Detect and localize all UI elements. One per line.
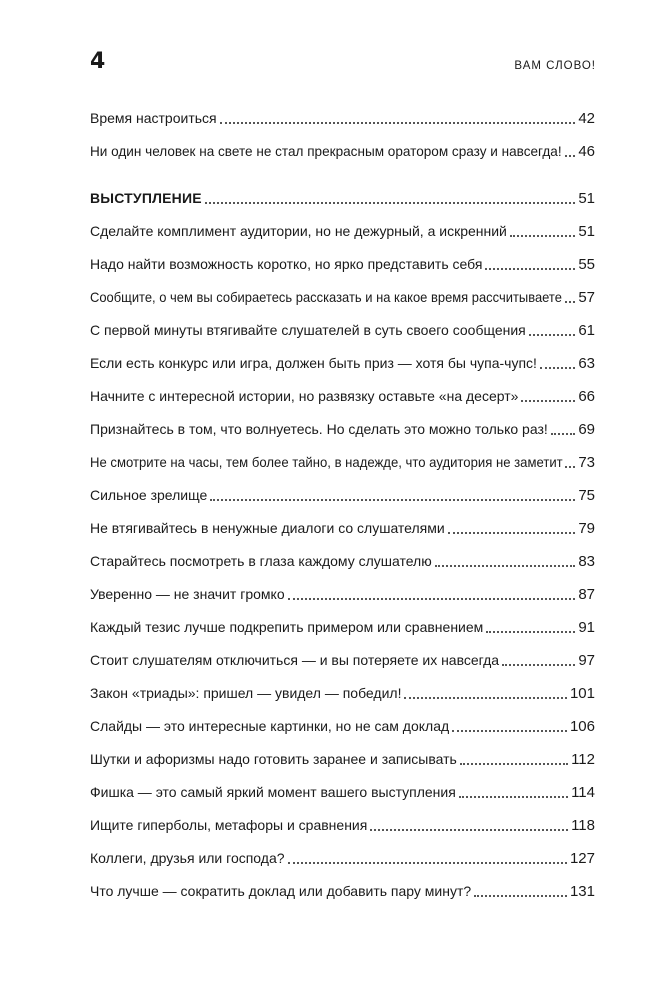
toc-entry-title: Сильное зрелище	[90, 487, 208, 503]
toc-page-number: 91	[578, 619, 595, 636]
toc-row	[90, 482, 595, 508]
toc-dot-leader	[565, 301, 575, 303]
toc-page-number: 118	[571, 817, 595, 834]
toc-row	[90, 138, 595, 164]
toc-dot-leader	[521, 400, 575, 402]
toc-row	[90, 284, 595, 310]
running-head: ВАМ СЛОВО!	[514, 60, 596, 72]
toc-row	[90, 105, 595, 131]
toc-dot-leader	[210, 499, 575, 501]
toc-entry-title: Шутки и афоризмы надо готовить заранее и записывать	[90, 751, 457, 767]
toc-dot-leader	[460, 763, 568, 765]
toc-page-number: 131	[569, 883, 595, 900]
toc-row	[90, 680, 595, 706]
toc-row	[90, 251, 595, 277]
toc-entry-title: Стоит слушателям отключиться — и вы потеряете их навсегда	[90, 652, 500, 668]
toc-dot-leader	[370, 829, 568, 831]
toc-dot-leader	[540, 367, 575, 369]
toc-entry-title: Признайтесь в том, что волнуетесь. Но сделать это можно только раз!	[90, 421, 548, 437]
toc-entry-title: Не смотрите на часы, тем более тайно, в надежде, что аудитория не заметит	[90, 454, 563, 470]
toc-row	[90, 383, 595, 409]
toc-row	[90, 416, 595, 442]
toc-section-title: ВЫСТУПЛЕНИЕ	[90, 190, 202, 206]
toc-page-number: 106	[569, 718, 595, 735]
toc-page-number: 51	[578, 223, 595, 240]
toc-entry-title: Слайды — это интересные картинки, но не сам доклад	[90, 718, 450, 734]
toc-page-number: 57	[578, 289, 595, 306]
toc-row	[90, 614, 595, 640]
toc-dot-leader	[529, 334, 576, 336]
toc-row	[90, 581, 595, 607]
toc-entry-title: Ни один человек на свете не стал прекрасным оратором сразу и навсегда!	[90, 143, 562, 159]
toc-row	[90, 779, 595, 805]
toc-entry-title: Что лучше — сократить доклад или добавить пару минут?	[90, 883, 472, 899]
toc-page-number: 83	[578, 553, 595, 570]
toc-row	[90, 449, 595, 475]
toc-page-number: 46	[578, 143, 595, 160]
toc-dot-leader	[220, 122, 576, 124]
toc-row	[90, 746, 595, 772]
toc-entry-title: Надо найти возможность коротко, но ярко представить себя	[90, 256, 483, 272]
toc-page-number: 87	[578, 586, 595, 603]
toc-entry-title: Уверенно — не значит громко	[90, 586, 285, 602]
toc-entry-title: Каждый тезис лучше подкрепить примером или сравнением	[90, 619, 484, 635]
toc-dot-leader	[485, 268, 575, 270]
toc-page-number: 112	[571, 751, 595, 768]
toc-dot-leader	[288, 862, 567, 864]
toc-row	[90, 317, 595, 343]
toc-dot-leader	[452, 730, 567, 732]
toc-entry-title: Фишка — это самый яркий момент вашего выступления	[90, 784, 456, 800]
toc-row	[90, 218, 595, 244]
toc-row	[90, 878, 595, 904]
toc-entry-title: Сообщите, о чем вы собираетесь рассказать и на какое время рассчитываете	[90, 289, 562, 305]
toc-entry-title: Не втягивайтесь в ненужные диалоги со слушателями	[90, 520, 445, 536]
toc-entry-title: Если есть конкурс или игра, должен быть приз — хотя бы чупа-чупс!	[90, 355, 537, 371]
toc-page-number: 61	[578, 322, 595, 339]
toc-row	[90, 548, 595, 574]
toc-page-number: 75	[578, 487, 595, 504]
toc-entry-title: Ищите гиперболы, метафоры и сравнения	[90, 817, 368, 833]
toc-row	[90, 515, 595, 541]
toc-dot-leader	[486, 631, 575, 633]
toc-row	[90, 713, 595, 739]
toc-entry-title: Коллеги, друзья или господа?	[90, 850, 285, 866]
toc-row	[90, 350, 595, 376]
toc-dot-leader	[474, 895, 567, 897]
toc-page-number: 73	[578, 454, 595, 471]
toc-dot-leader	[510, 235, 575, 237]
toc-row	[90, 812, 595, 838]
toc-page-number: 55	[578, 256, 595, 273]
toc-page-number: 51	[578, 190, 595, 207]
toc-dot-leader	[404, 697, 567, 699]
toc-entry-title: Время настроиться	[90, 110, 217, 126]
toc-dot-leader	[288, 598, 576, 600]
toc-row	[90, 845, 595, 871]
toc-page-number: 97	[578, 652, 595, 669]
toc-entry-title: Закон «триады»: пришел — увидел — победил!	[90, 685, 402, 701]
toc-page-number: 127	[569, 850, 595, 867]
toc-dot-leader	[459, 796, 568, 798]
toc-page-number: 79	[578, 520, 595, 537]
toc-page-number: 66	[578, 388, 595, 405]
page-number: 4	[90, 49, 106, 74]
toc-page-number: 114	[571, 784, 595, 801]
toc-dot-leader	[551, 433, 576, 435]
toc-dot-leader	[565, 466, 575, 468]
toc-dot-leader	[435, 565, 576, 567]
toc-dot-leader	[565, 155, 575, 157]
toc-dot-leader	[502, 664, 575, 666]
toc-entry-title: С первой минуты втягивайте слушателей в суть своего сообщения	[90, 322, 526, 338]
toc-row	[90, 647, 595, 673]
toc-page-number: 63	[578, 355, 595, 372]
toc-entry-title: Старайтесь посмотреть в глаза каждому слушателю	[90, 553, 432, 569]
toc-page-number: 42	[578, 110, 595, 127]
toc-entry-title: Сделайте комплимент аудитории, но не дежурный, а искренний	[90, 223, 507, 239]
toc-page-number: 101	[569, 685, 595, 702]
toc-dot-leader	[448, 532, 576, 534]
toc-section-row	[90, 185, 595, 211]
toc-dot-leader	[205, 202, 576, 204]
toc-entry-title: Начните с интересной истории, но развязку оставьте «на десерт»	[90, 388, 519, 404]
toc-page-number: 69	[578, 421, 595, 438]
